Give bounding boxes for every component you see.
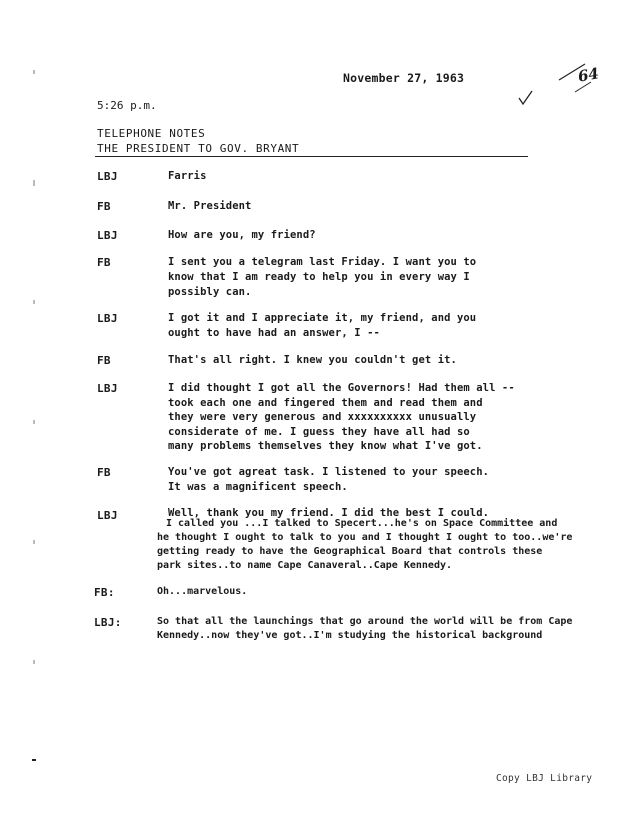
speech-line: I called you ...I talked to Specert...he's on Space Committee and (166, 518, 558, 529)
speech-line: possibly can. (168, 286, 252, 298)
speech-line: getting ready to have the Geographical Board that controls these (157, 546, 543, 557)
call-time: 5:26 p.m. (97, 99, 157, 112)
speech-line: So that all the launchings that go around the world will be from Cape (157, 616, 573, 627)
speech-line: I sent you a telegram last Friday. I want you to (168, 256, 477, 268)
speech-line: park sites..to name Cape Canaveral..Cape Kennedy. (157, 560, 453, 571)
speech-line: Farris (168, 170, 207, 182)
archive-footer: Copy LBJ Library (496, 773, 593, 784)
speech-line: Well, thank you my friend. I did the best I could. (168, 507, 490, 519)
speech-line: I got it and I appreciate it, my friend, and you (168, 312, 477, 324)
speaker-label: LBJ (97, 229, 118, 242)
speech-line: many problems themselves they know what I've got. (168, 440, 483, 452)
speech-line: they were very generous and xxxxxxxxxx unusually (168, 411, 477, 423)
speech-line: considerate of me. I guess they have all had so (168, 426, 470, 438)
speaker-label: LBJ (97, 382, 118, 395)
speech-line: he thought I ought to talk to you and I thought I ought to too..we're (157, 532, 573, 543)
speaker-label: LBJ: (94, 616, 122, 629)
document-subtitle: THE PRESIDENT TO GOV. BRYANT (97, 142, 300, 155)
speech-line: That's all right. I knew you couldn't get it. (168, 354, 457, 366)
checkmark-icon (516, 88, 536, 108)
speech-line: I did thought I got all the Governors! Had them all -- (168, 382, 515, 394)
speech-line: took each one and fingered them and read them and (168, 397, 483, 409)
document-date: November 27, 1963 (343, 71, 465, 85)
speech-line: How are you, my friend? (168, 229, 316, 241)
speaker-label: LBJ (97, 170, 118, 183)
document-title: TELEPHONE NOTES (97, 127, 206, 140)
speaker-label: FB (97, 256, 111, 269)
speech-line: know that I am ready to help you in every way I (168, 271, 470, 283)
speech-line: Oh...marvelous. (157, 586, 248, 597)
speaker-label: FB: (94, 586, 115, 599)
speaker-label: FB (97, 200, 111, 213)
speech-line: ought to have had an answer, I -- (168, 327, 380, 339)
speech-line: Kennedy..now they've got..I'm studying the historical background (157, 630, 543, 641)
handwritten-slash-mark (555, 58, 595, 108)
scan-margin-marks (30, 60, 38, 780)
speech-line: You've got agreat task. I listened to your speech. (168, 466, 490, 478)
title-underline (95, 156, 528, 157)
speaker-label: LBJ (97, 509, 118, 522)
speaker-label: FB (97, 466, 111, 479)
speaker-label: FB (97, 354, 111, 367)
speech-line: Mr. President (168, 200, 252, 212)
speaker-label: LBJ (97, 312, 118, 325)
page-number-handwritten: 64 (576, 64, 601, 86)
speech-line: It was a magnificent speech. (168, 481, 348, 493)
